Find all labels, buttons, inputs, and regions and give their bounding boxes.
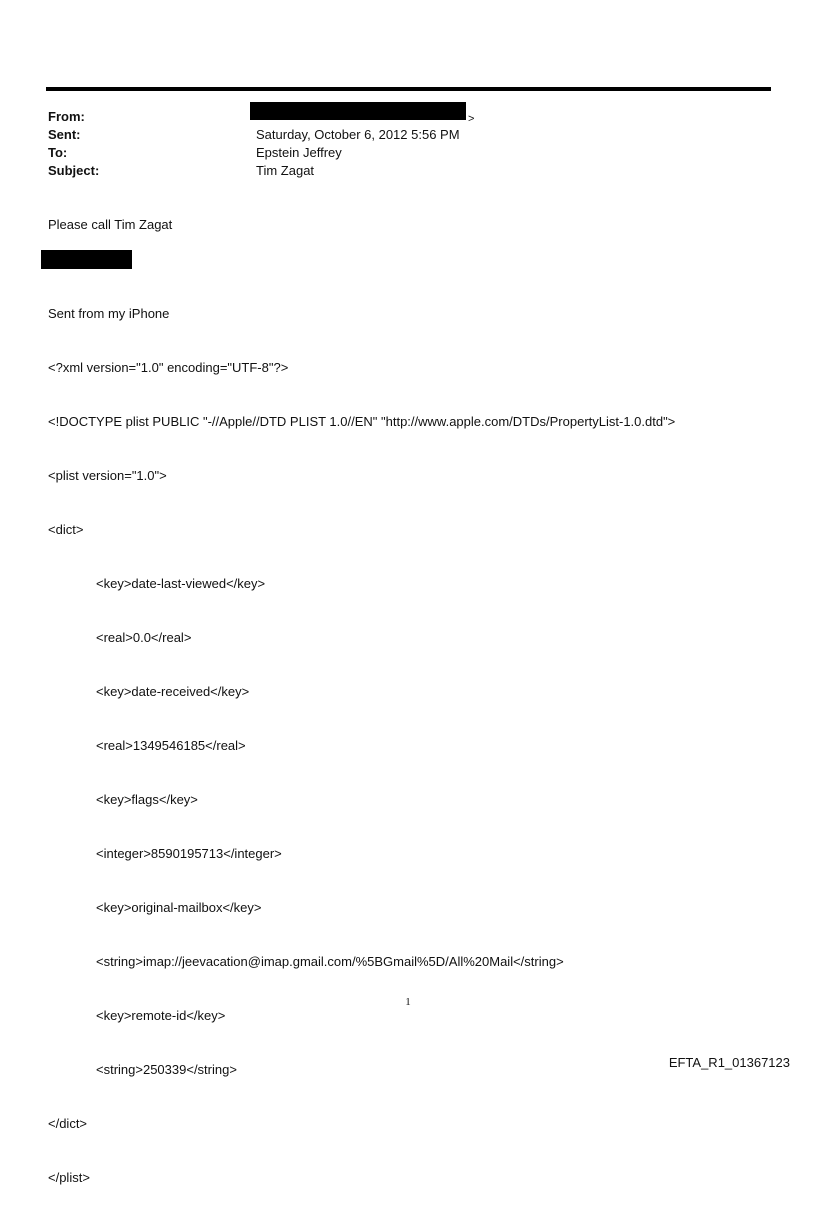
xml-line: <plist version="1.0"> — [48, 468, 167, 483]
to-label: To: — [48, 145, 68, 160]
xml-line: <string>imap://jeevacation@imap.gmail.com/%5BGmail%5D/All%20Mail</string> — [96, 954, 564, 969]
xml-line: </dict> — [48, 1116, 88, 1131]
to-value: Epstein Jeffrey — [256, 145, 342, 160]
sent-label: Sent: — [48, 127, 81, 142]
from-row — [48, 108, 748, 126]
sent-row — [48, 126, 748, 144]
xml-line: <key>date-received</key> — [96, 684, 250, 699]
to-row — [48, 144, 748, 162]
xml-line: <integer>8590195713</integer> — [96, 846, 282, 861]
xml-line: <key>date-last-viewed</key> — [96, 576, 266, 591]
xml-line: <string>250339</string> — [96, 1062, 237, 1077]
header-rule — [46, 87, 771, 91]
xml-line: <!DOCTYPE plist PUBLIC "-//Apple//DTD PLIST 1.0//EN" "http://www.apple.com/DTDs/PropertyList-1.0.dtd"> — [48, 414, 676, 429]
xml-line: <real>1349546185</real> — [96, 738, 246, 753]
subject-value: Tim Zagat — [256, 163, 315, 178]
page-number: 1 — [405, 996, 411, 1008]
from-redaction — [250, 102, 466, 120]
subject-label: Subject: — [48, 163, 100, 178]
xml-line: <dict> — [48, 522, 84, 537]
signature-redaction — [41, 250, 132, 269]
subject-row — [48, 162, 748, 180]
xml-line: <key>flags</key> — [96, 792, 198, 807]
xml-line: <key>remote-id</key> — [96, 1008, 226, 1023]
xml-line: </plist> — [48, 1170, 90, 1185]
sent-value: Saturday, October 6, 2012 5:56 PM — [256, 127, 460, 142]
bates-number: EFTA_R1_01367123 — [668, 1055, 790, 1070]
from-tail: > — [468, 113, 475, 125]
signature-text: Sent from my iPhone — [48, 306, 170, 321]
email-header — [48, 108, 748, 180]
xml-line: <real>0.0</real> — [96, 630, 192, 645]
plist-xml — [48, 323, 675, 1223]
xml-line: <?xml version="1.0" encoding="UTF-8"?> — [48, 360, 289, 375]
from-label: From: — [48, 109, 85, 124]
xml-line: <key>original-mailbox</key> — [96, 900, 262, 915]
message-text: Please call Tim Zagat — [48, 217, 173, 232]
